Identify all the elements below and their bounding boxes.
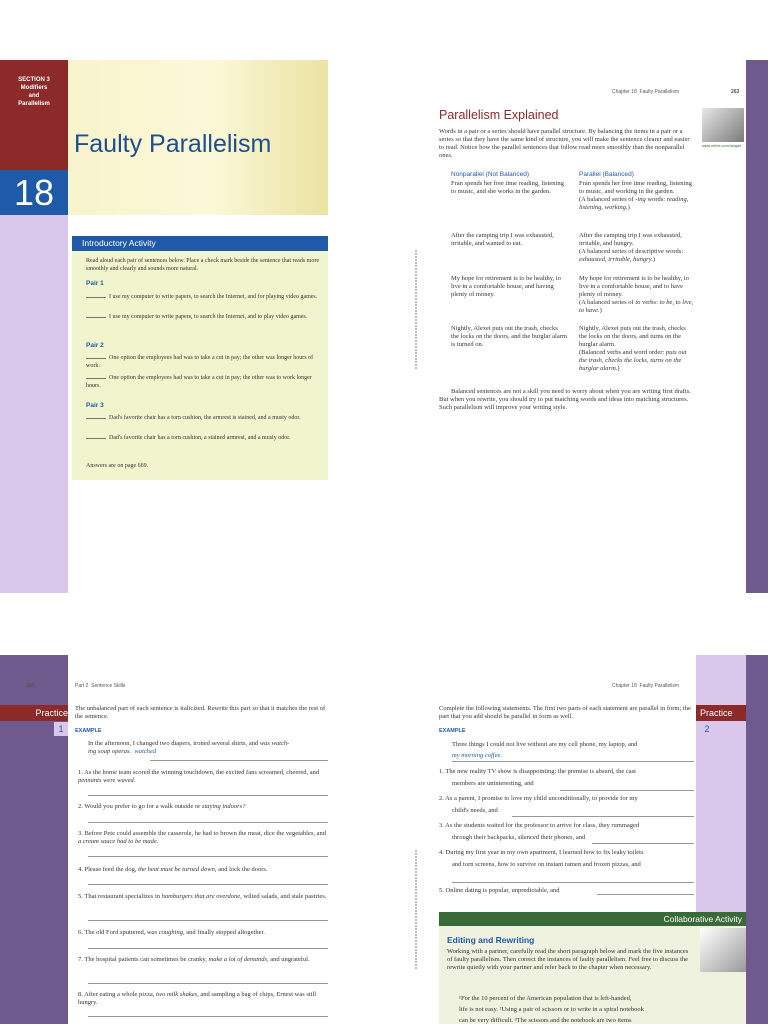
pair-3-sentence-b: Dad's favorite chair has a torn cushion, a stained armrest, and a musty odor. — [86, 435, 322, 443]
chapter-title: Faulty Parallelism — [74, 130, 272, 158]
page-header-264: Part 2 Sentence Skills — [75, 683, 126, 689]
practice-1-item-7: 7. The hospital patients can sometimes be cranky, make a lot of demands, and ungrateful. — [78, 956, 310, 963]
nonparallel-3: My hope for retirement is to be healthy, to live in a comfortable house, and having plenty of money. — [451, 275, 561, 298]
p2-answer-line-3[interactable] — [592, 843, 694, 844]
answers-note: Answers are on page 669. — [86, 463, 149, 469]
example-answer-line-2 — [452, 761, 694, 762]
practice-2-instructions: Complete the following statements. The first two parts of each statement are parallel in form; the part that you add should be parallel in form as well. — [439, 705, 691, 720]
example-answer-line — [150, 760, 328, 761]
page-header-265: Chapter 18 Faulty Parallelism — [612, 683, 679, 689]
answer-line-3[interactable] — [88, 856, 328, 857]
practice-1-item-2: 2. Would you prefer to go for a walk outside or staying indoors? — [78, 803, 246, 810]
practice-1-example-label: EXAMPLE — [75, 728, 102, 734]
nonparallel-2: After the camping trip I was exhausted, irritable, and wanted to eat. — [451, 232, 554, 247]
pair-2-label: Pair 2 — [86, 342, 104, 349]
introductory-activity-title: Introductory Activity — [82, 238, 156, 248]
answer-line-4[interactable] — [88, 884, 328, 885]
answer-line-6[interactable] — [88, 948, 328, 949]
check-blank[interactable] — [86, 317, 106, 318]
p2-answer-line-5[interactable] — [597, 894, 694, 895]
practice-1-label: Practice — [35, 708, 68, 718]
copyright-vertical-bottom — [412, 850, 420, 970]
practice-2-label: Practice — [700, 708, 733, 718]
collaboration-photo — [700, 928, 746, 972]
left-margin-band — [0, 215, 68, 593]
copyright-vertical — [412, 250, 420, 370]
check-blank[interactable] — [86, 358, 106, 359]
check-blank[interactable] — [86, 418, 106, 419]
p2-answer-line-2[interactable] — [512, 816, 694, 817]
practice-2-example-answer: my morning coffee. — [452, 752, 503, 759]
hands-photo — [702, 108, 744, 142]
editing-rewriting-title: Editing and Rewriting — [447, 935, 535, 945]
answer-line-7[interactable] — [88, 983, 328, 984]
practice-1-item-8: 8. After eating a whole pizza, two milk shakes, and sampling a bag of chips, Ernest was still hungry. — [78, 991, 317, 1006]
parallel-1: Fran spends her free time reading, listening to music, and working in the garden. (A balanced series of -ing words: reading, listening, working.) — [579, 180, 692, 211]
section-line-2: Modifiers — [20, 85, 48, 91]
collaborative-activity-title: Collaborative Activity — [663, 914, 742, 924]
parallel-2: After the camping trip I was exhausted, irritable, and hungry. (A balanced series of descriptive words: exhausted, irritable, hungry.) — [579, 232, 684, 263]
section-line-3: and — [28, 93, 40, 99]
pair-2-sentence-a: One option the employees had was to take a cut in pay; the other was longer hours of work. — [86, 355, 314, 369]
parallelism-explained-title: Parallelism Explained — [439, 108, 559, 122]
pair-3-sentence-a: Dad's favorite chair has a torn cushion, the armrest is stained, and a musty odor. — [86, 415, 322, 423]
check-blank[interactable] — [86, 297, 106, 298]
practice-1-item-5: 5. That restaurant specializes in hamburgers that are overdone, wilted salads, and stale pastries. — [78, 893, 327, 900]
pair-3-label: Pair 3 — [86, 402, 104, 409]
pe-intro: Words in a pair or a series should have parallel structure. By balancing the items in a pair or a series so that they have the same kind of structure, you will make the sentence clearer and easier to read. Notice how the parallel sentences that follow read more smoothly than the nonparallel ones. — [439, 128, 690, 159]
section-line-1: SECTION 3 — [18, 77, 50, 83]
practice-2-item-2: 2. As a parent, I promise to love my child unconditionally, to provide for my child's needs, and — [439, 795, 638, 814]
practice-1-number: 1 — [54, 722, 68, 736]
page-number-263: 263 — [731, 89, 740, 95]
page-header-263: Chapter 18 Faulty Parallelism — [612, 89, 679, 95]
page-number-264: 264 — [26, 683, 35, 689]
pair-2-sentence-b: One option the employees had was to take a cut in pay; the other was to work longer hours. — [86, 375, 312, 389]
pair-1-sentence-b: I use my computer to write papers, to search the Internet, and to play video games. — [86, 314, 322, 322]
editing-rewriting-instructions: Working with a partner, carefully read the short paragraph below and mark the five instances of faulty parallelism. Then correct the instances of faulty parallelism. Feel free to discuss the rewrite quietly with your partner and refer back to the chapter when necessary. — [447, 948, 689, 971]
practice-1-instructions: The unbalanced part of each sentence is italicized. Rewrite this part so that it matches the rest of the sentence. — [75, 705, 326, 720]
web-link[interactable]: www.mhhe.com/langan — [702, 144, 742, 148]
practice-1-item-4: 4. Please feed the dog, the heat must be turned down, and lock the doors. — [78, 866, 268, 873]
practice-2-item-3: 3. As the students waited for the professor to arrive for class, they rummaged through their backpacks, silenced their phones, and — [439, 822, 640, 841]
practice-2-number: 2 — [700, 722, 714, 736]
section-label — [4, 76, 64, 108]
check-blank[interactable] — [86, 378, 106, 379]
p2-answer-line-1[interactable] — [560, 790, 694, 791]
pair-1-label: Pair 1 — [86, 280, 104, 287]
example-handwritten-answer: watched — [134, 748, 157, 755]
parallel-3: My hope for retirement is to be healthy, to live in a comfortable house, and to have plenty of money. (A balanced series of to verbs: to be, to live, to have.) — [579, 275, 694, 314]
parallel-4: Nightly, Alexei puts out the trash, checks the locks on the doors, and turns on the burglar alarm. (Balanced verbs and word order: puts out the trash, checks the locks, turns on the burglar alarm.) — [579, 325, 687, 372]
practice-1-item-6: 6. The old Ford sputtered, was coughing, and finally stopped altogether. — [78, 929, 265, 936]
practice-2-example: Three things I could not live without are my cell phone, my laptop, and — [452, 741, 638, 748]
check-blank[interactable] — [86, 438, 106, 439]
parallel-heading: Parallel (Balanced) — [579, 171, 634, 178]
section-line-4: Parallelism — [18, 101, 50, 107]
practice-1-item-1: 1. As the home team scored the winning touchdown, the excited fans screamed, cheered, and pennants were waved. — [78, 769, 320, 784]
intro-instructions: Read aloud each pair of sentences below. Place a check mark beside the sentence that reads more smoothly and clearly and sounds more natural. — [86, 258, 320, 272]
practice-2-example-label: EXAMPLE — [439, 728, 466, 734]
pair-1-sentence-a: I use my computer to write papers, to search the Internet, and for playing video games. — [86, 294, 322, 302]
practice-1-item-3: 3. Before Pete could assemble the casserole, he had to brown the meat, dice the vegetables, and a cream sauce had to be made. — [78, 830, 326, 845]
p2-answer-line-4[interactable] — [452, 882, 694, 883]
practice-2-item-4: 4. During my first year in my own apartment, I learned how to fix leaky toilets and torn screens, how to survive on instant ramen and frozen pizzas, and — [439, 849, 644, 868]
pe-closing: Balanced sentences are not a skill you need to worry about when you are writing first drafts. But when you rewrite, you should try to put matching words and ideas into matching structures. Such parallelism will improve your writing style. — [439, 388, 691, 411]
nonparallel-1: Fran spends her free time reading, listening to music, and she works in the garden. — [451, 180, 564, 195]
nonparallel-heading: Nonparallel (Not Balanced) — [451, 171, 530, 178]
chapter-number: 18 — [13, 172, 55, 213]
answer-line-2[interactable] — [88, 822, 328, 823]
editing-paragraph: ¹For the 10 percent of the American population that is left-handed, life is not easy. ²Using a pair of scissors or to write in a spiral notebook can be very difficult. ³The scissors and the notebook are two items — [459, 995, 644, 1024]
practice-1-example: In the afternoon, I changed two diapers, ironed several shirts, and was watch- ing soap operas. watched — [88, 740, 290, 755]
answer-line-1[interactable] — [88, 795, 328, 796]
answer-line-5[interactable] — [88, 920, 328, 921]
practice-2-item-1: 1. The new reality TV show is disappointing: the premise is absurd, the cast members are uninteresting, and — [439, 768, 636, 787]
practice-2-item-5: 5. Online dating is popular, unpredictable, and — [439, 887, 560, 894]
answer-line-8[interactable] — [88, 1016, 328, 1017]
right-margin-band — [746, 60, 768, 593]
right-edge-strip-265 — [746, 655, 768, 1024]
nonparallel-4: Nightly, Alexei puts out the trash, checks the locks on the doors, and the burglar alarm is turned on. — [451, 325, 567, 348]
